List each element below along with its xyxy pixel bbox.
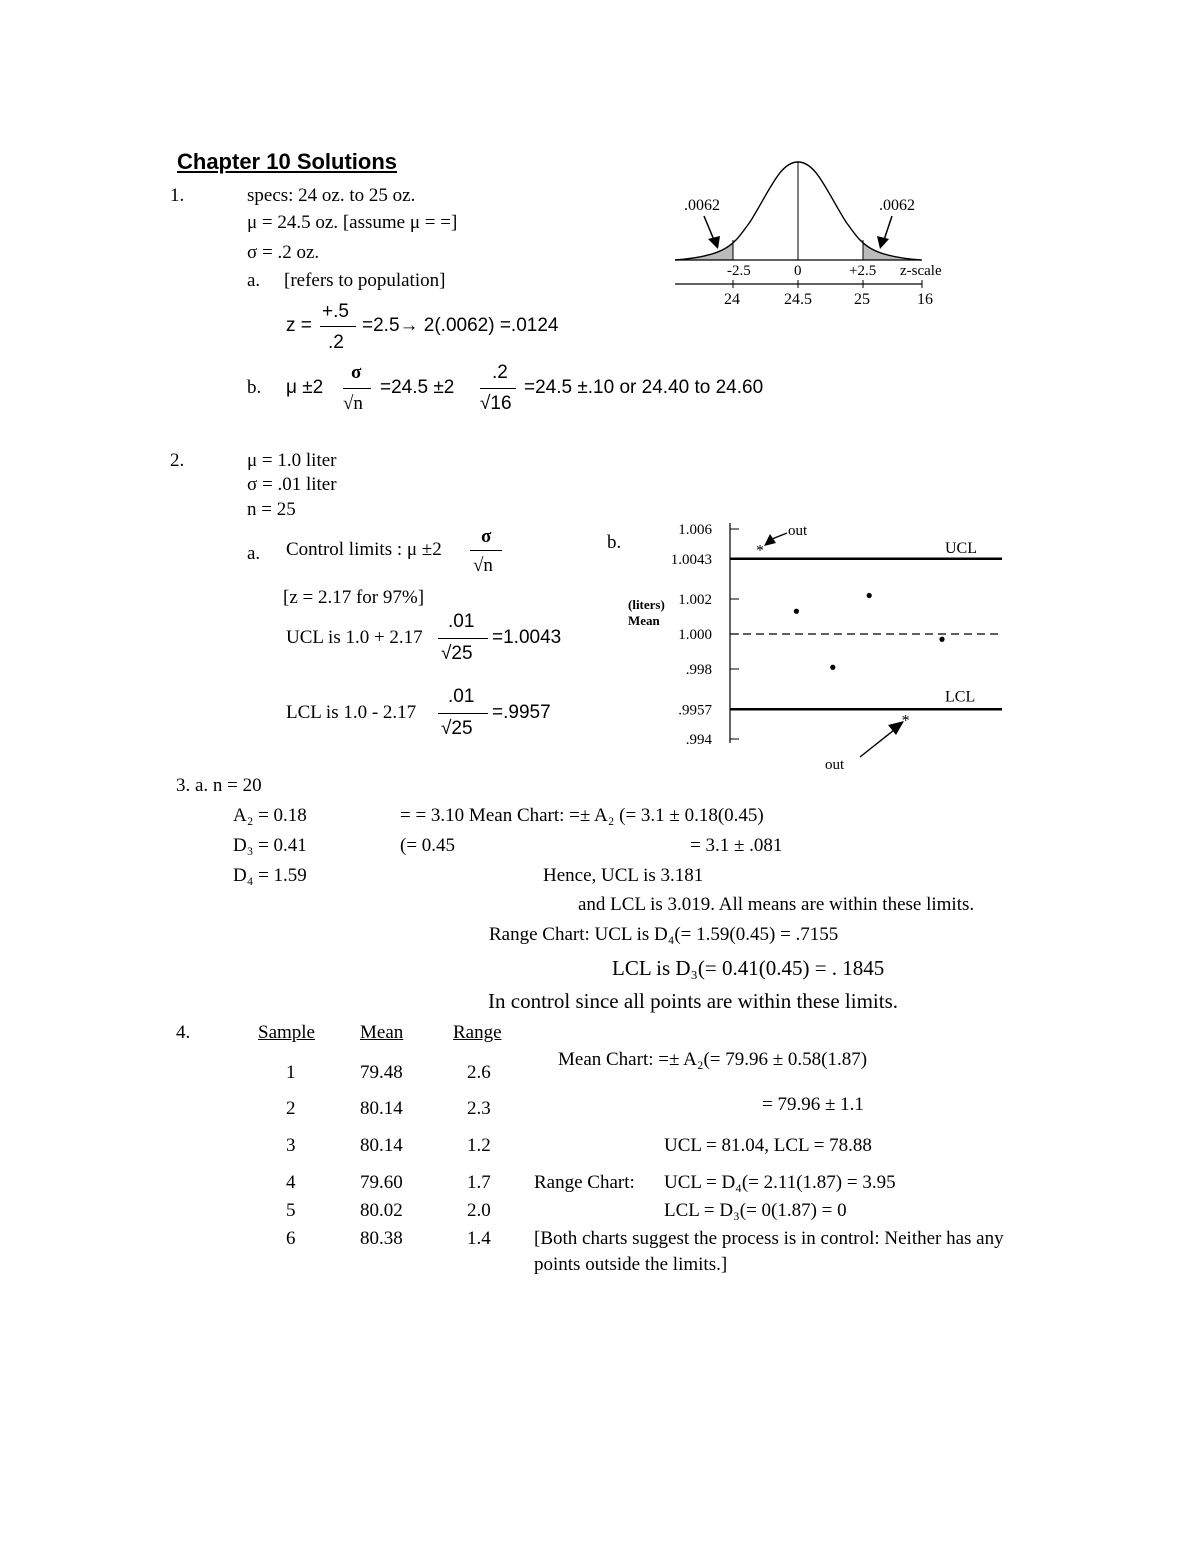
p3-head: 3. a. n = 20 bbox=[176, 775, 262, 796]
p3-a2: A₂ = 0.18 bbox=[233, 805, 307, 826]
cell-sample: 1 bbox=[286, 1062, 296, 1083]
p4-range-chart-lcl: LCL = D₃(= 0(1.87) = 0 bbox=[664, 1200, 847, 1221]
col-header-range: Range bbox=[453, 1022, 502, 1043]
p4-mean-chart-2: = 79.96 ± 1.1 bbox=[762, 1094, 864, 1115]
p1-mu: μ = 24.5 oz. [assume μ = =] bbox=[247, 212, 458, 233]
z-tick-zero: 0 bbox=[794, 263, 802, 279]
p3-d4: D₄ = 1.59 bbox=[233, 865, 307, 886]
y-tick-label: .998 bbox=[685, 662, 712, 678]
p3-eq2: (= 0.45 bbox=[400, 835, 456, 856]
problem-2-number: 2. bbox=[170, 450, 185, 471]
cell-range: 1.7 bbox=[467, 1172, 491, 1193]
p2-z-note: [z = 2.17 for 97%] bbox=[283, 587, 425, 608]
p1-z-den: .2 bbox=[328, 332, 344, 353]
p1-z-fraction-bar bbox=[320, 326, 356, 327]
p3-hence: Hence, UCL is 3.181 bbox=[543, 865, 704, 886]
cell-range: 2.0 bbox=[467, 1200, 491, 1221]
z-scale-label: z-scale bbox=[900, 263, 942, 279]
right-arrow-line bbox=[884, 216, 892, 240]
p1-b-rhs: =24.5 ±.10 or 24.40 to 24.60 bbox=[524, 377, 764, 398]
p4-conclusion-1: [Both charts suggest the process is in control: Neither has any bbox=[534, 1228, 1004, 1249]
sample-mean-point bbox=[830, 665, 835, 670]
problem-1-number: 1. bbox=[170, 185, 185, 206]
p2-ucl-lhs: UCL is 1.0 + 2.17 bbox=[286, 627, 423, 648]
p2-lcl-den: √25 bbox=[441, 718, 473, 739]
p4-conclusion-2: points outside the limits.] bbox=[534, 1254, 728, 1275]
p2-n: n = 25 bbox=[247, 499, 296, 520]
p2-cl-fraction-bar bbox=[470, 550, 502, 551]
p2-ucl-den: √25 bbox=[441, 643, 473, 664]
p4-range-chart-ucl: UCL = D₄(= 2.11(1.87) = 3.95 bbox=[664, 1172, 896, 1193]
cell-sample: 3 bbox=[286, 1135, 296, 1156]
p3-range-lcl: LCL is D₃(= 0.41(0.45) = . 1845 bbox=[612, 956, 885, 980]
p2-control-limits: Control limits : μ ±2 bbox=[286, 539, 442, 560]
p1-b-sigma: σ bbox=[351, 362, 362, 383]
p1-b-sqrt-n: √n bbox=[343, 393, 363, 414]
y-tick-label: .994 bbox=[685, 732, 712, 748]
p3-range-ucl: Range Chart: UCL is D₄(= 1.59(0.45) = .7155 bbox=[489, 924, 839, 945]
y-tick-label: 1.000 bbox=[678, 627, 712, 643]
cell-range: 2.3 bbox=[467, 1098, 491, 1119]
z-tick-pos: +2.5 bbox=[849, 263, 877, 279]
out-of-control-point: * bbox=[901, 712, 910, 730]
out-arrow-top-line bbox=[772, 533, 787, 539]
p2-lcl-num: .01 bbox=[448, 686, 475, 707]
p4-mean-chart-limits: UCL = 81.04, LCL = 78.88 bbox=[664, 1135, 872, 1156]
left-tail-label: .0062 bbox=[684, 197, 720, 214]
p1-b-fraction-bar bbox=[343, 388, 371, 389]
sample-mean-point bbox=[939, 637, 944, 642]
p1-a-text: [refers to population] bbox=[284, 270, 446, 291]
p1-z-lhs: z = bbox=[286, 315, 312, 336]
cell-sample: 4 bbox=[286, 1172, 296, 1193]
problem-4-number: 4. bbox=[176, 1022, 191, 1043]
p1-a-label: a. bbox=[247, 270, 261, 291]
p4-range-chart-label: Range Chart: bbox=[534, 1172, 635, 1193]
cell-sample: 5 bbox=[286, 1200, 296, 1221]
p1-sigma: σ = .2 oz. bbox=[247, 242, 320, 263]
out-label-top: out bbox=[788, 523, 808, 539]
p1-specs: specs: 24 oz. to 25 oz. bbox=[247, 185, 416, 206]
cell-mean: 80.14 bbox=[360, 1135, 403, 1156]
cell-mean: 79.48 bbox=[360, 1062, 403, 1083]
x-label-24: 24 bbox=[724, 291, 740, 308]
out-arrow-top-head bbox=[764, 534, 776, 546]
p2-cl-sigma: σ bbox=[481, 526, 492, 547]
p1-b-mid: =24.5 ±2 bbox=[380, 377, 455, 398]
x-label-16: 16 bbox=[917, 291, 933, 308]
p3-in-control: In control since all points are within these limits. bbox=[488, 989, 899, 1013]
p3-d3: D₃ = 0.41 bbox=[233, 835, 307, 856]
x-label-245: 24.5 bbox=[784, 291, 812, 308]
p3-eq3: = 3.1 ± .081 bbox=[690, 835, 783, 856]
p2-ucl-num: .01 bbox=[448, 611, 475, 632]
page-title: Chapter 10 Solutions bbox=[177, 149, 398, 174]
col-header-sample: Sample bbox=[258, 1022, 315, 1043]
p1-z-rhs: =2.5→ 2(.0062) =.0124 bbox=[362, 315, 559, 336]
right-arrow-head bbox=[877, 236, 889, 249]
p2-ucl-fraction-bar bbox=[438, 638, 488, 639]
y-tick-label: 1.006 bbox=[678, 522, 712, 538]
p2-mu: μ = 1.0 liter bbox=[247, 450, 337, 471]
cell-range: 2.6 bbox=[467, 1062, 491, 1083]
right-tail-label: .0062 bbox=[879, 197, 915, 214]
out-label-bottom: out bbox=[825, 757, 845, 773]
p1-b-label: b. bbox=[247, 377, 262, 398]
left-arrow-head bbox=[708, 236, 720, 249]
p2-a-label: a. bbox=[247, 543, 261, 564]
cell-mean: 80.38 bbox=[360, 1228, 403, 1249]
normal-curve-figure bbox=[670, 150, 970, 315]
out-arrow-bottom-line bbox=[860, 730, 894, 757]
p2-ucl-rhs: =1.0043 bbox=[492, 627, 562, 648]
y-tick-label: 1.0043 bbox=[670, 551, 712, 568]
p1-b-num2: .2 bbox=[492, 362, 508, 383]
sample-mean-point bbox=[867, 593, 872, 598]
cell-range: 1.2 bbox=[467, 1135, 491, 1156]
cell-sample: 2 bbox=[286, 1098, 296, 1119]
y-tick-label: 1.002 bbox=[678, 592, 712, 608]
cell-mean: 79.60 bbox=[360, 1172, 403, 1193]
lcl-label: LCL bbox=[945, 688, 976, 706]
y-axis-label-bottom: Mean bbox=[628, 613, 660, 628]
p3-and-lcl: and LCL is 3.019. All means are within these limits. bbox=[578, 894, 975, 915]
p1-z-num: +.5 bbox=[322, 301, 349, 322]
cell-mean: 80.02 bbox=[360, 1200, 403, 1221]
p2-lcl-fraction-bar bbox=[438, 713, 488, 714]
p2-sigma: σ = .01 liter bbox=[247, 474, 337, 495]
p2-b-label: b. bbox=[607, 532, 622, 553]
y-axis-label-top: (liters) bbox=[628, 597, 665, 612]
out-of-control-point: * bbox=[756, 542, 764, 560]
sample-mean-point bbox=[794, 609, 799, 614]
right-tail-shade bbox=[863, 242, 916, 260]
y-tick-label: .9957 bbox=[678, 702, 712, 719]
p2-cl-sqrt-n: √n bbox=[473, 555, 493, 576]
z-tick-neg: -2.5 bbox=[727, 263, 751, 279]
cell-range: 1.4 bbox=[467, 1228, 491, 1249]
p3-eq1: = = 3.10 Mean Chart: =± A₂ (= 3.1 ± 0.18(0.45) bbox=[400, 805, 764, 826]
mean-control-chart bbox=[620, 515, 1010, 780]
ucl-label: UCL bbox=[945, 539, 977, 557]
p2-lcl-lhs: LCL is 1.0 - 2.17 bbox=[286, 702, 417, 723]
cell-mean: 80.14 bbox=[360, 1098, 403, 1119]
p1-b-lhs: μ ±2 bbox=[286, 377, 324, 398]
x-label-25: 25 bbox=[854, 291, 870, 308]
p2-lcl-rhs: =.9957 bbox=[492, 702, 551, 723]
cell-sample: 6 bbox=[286, 1228, 296, 1249]
p4-mean-chart-1: Mean Chart: =± A₂(= 79.96 ± 0.58(1.87) bbox=[558, 1049, 868, 1070]
col-header-mean: Mean bbox=[360, 1022, 404, 1043]
p1-b-sqrt-16: √16 bbox=[480, 393, 512, 414]
left-tail-shade bbox=[680, 242, 733, 260]
left-arrow-line bbox=[704, 216, 714, 240]
p1-b-fraction-bar-2 bbox=[480, 388, 516, 389]
